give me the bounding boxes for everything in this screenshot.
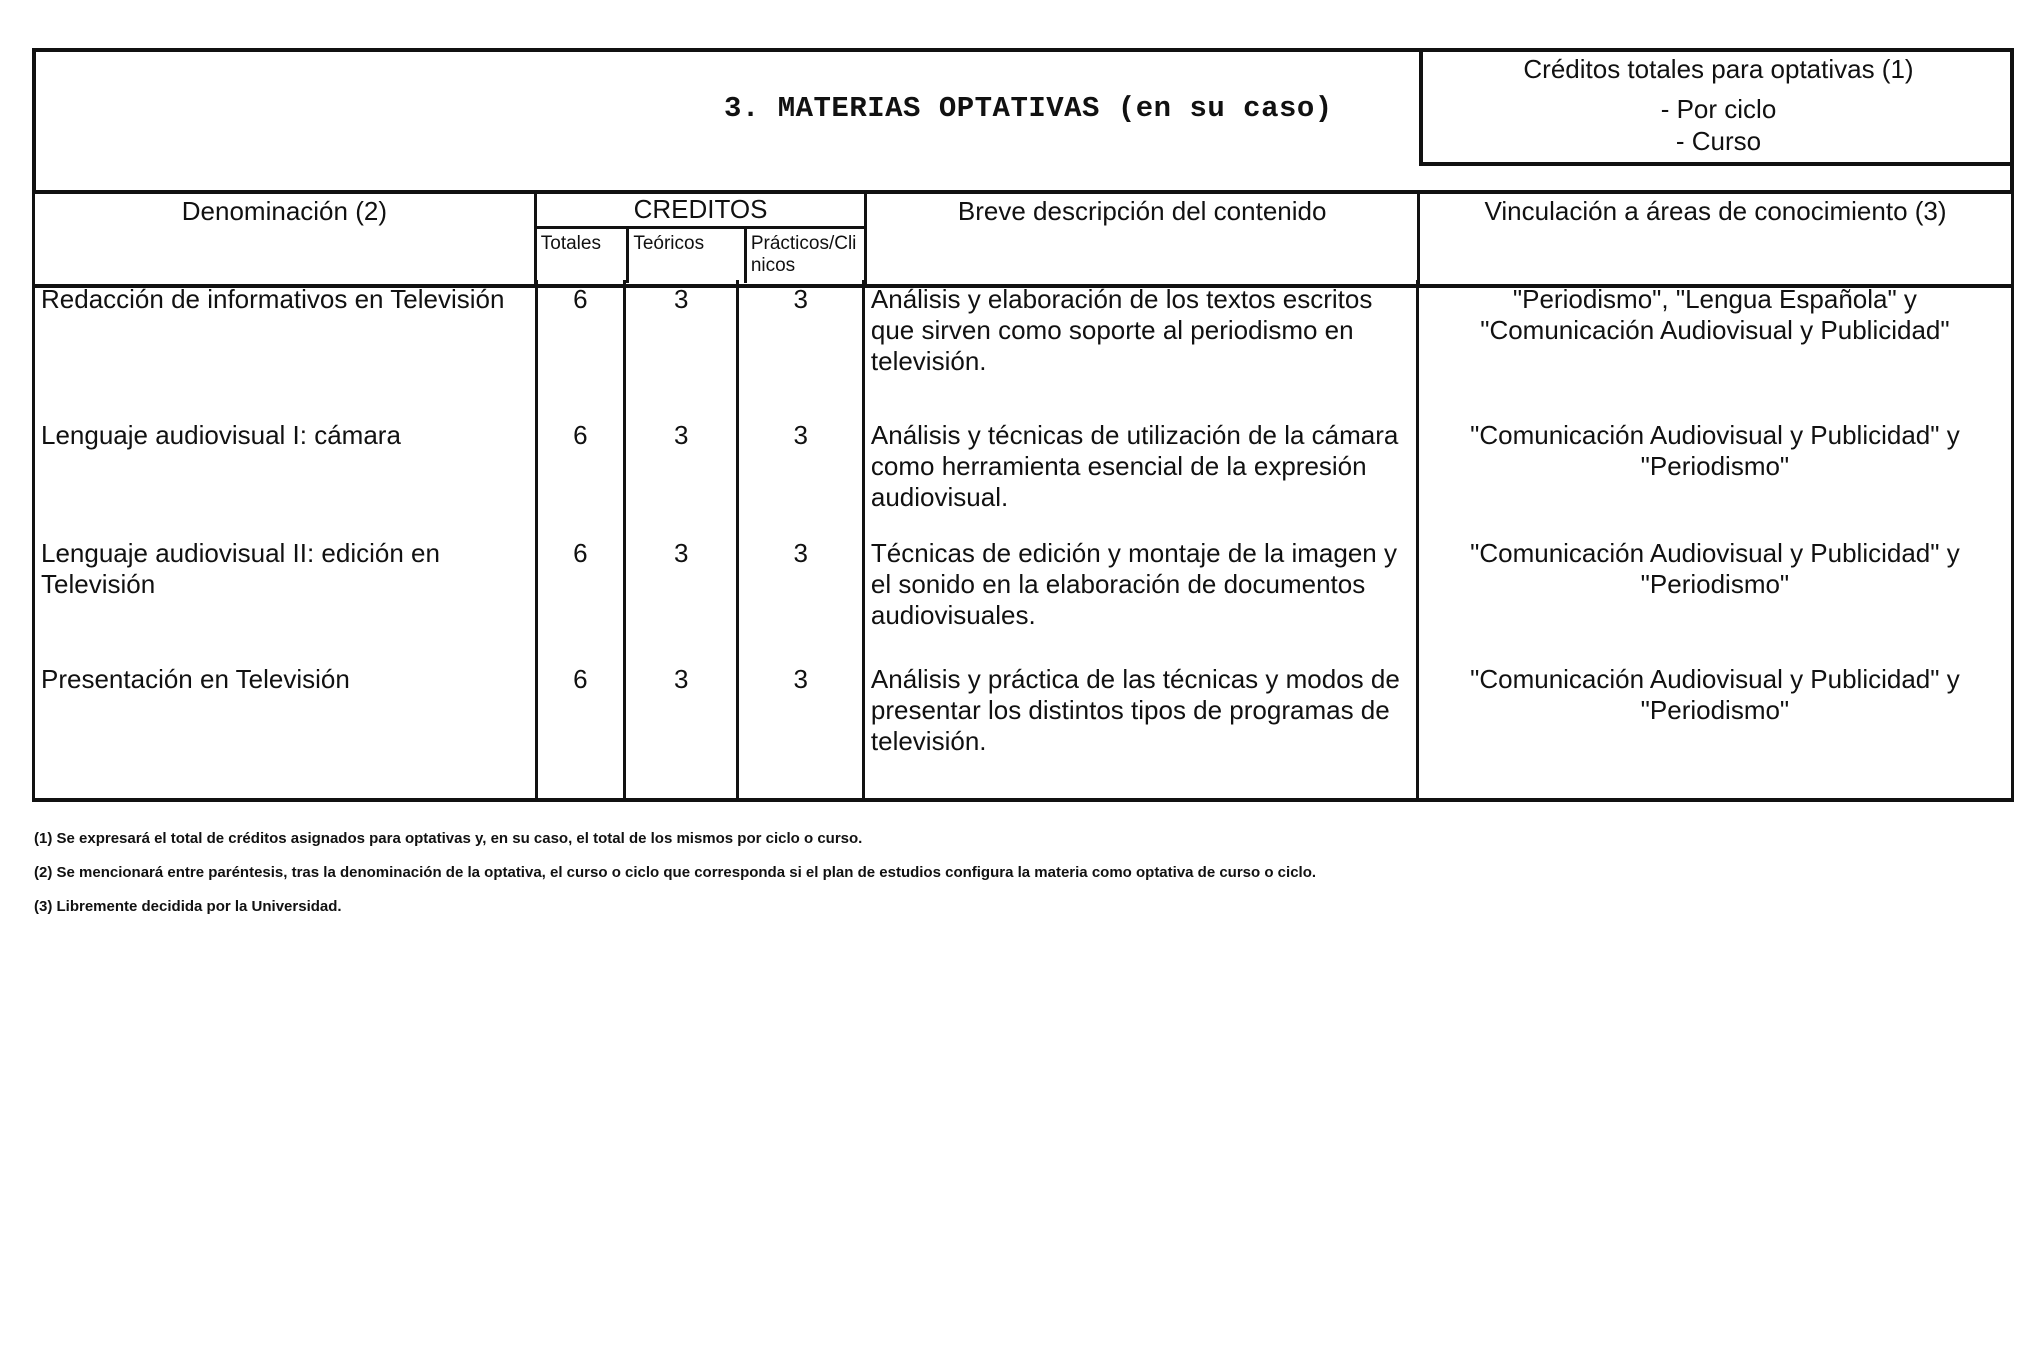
credits-practicos: 3 [738, 280, 863, 416]
footnotes [34, 822, 1316, 924]
subject-description: Análisis y elaboración de los textos escritos que sirven como soporte al periodismo en televisión. [863, 280, 1417, 416]
credits-practicos: 3 [738, 416, 863, 534]
credits-teoricos: 3 [625, 416, 738, 534]
credits-teoricos: 3 [625, 280, 738, 416]
footnote-3: (3) Libremente decidida por la Universidad. [34, 898, 342, 915]
subject-name: Lenguaje audiovisual II: edición en Televisión [34, 534, 537, 660]
credits-practicos: 3 [738, 534, 863, 660]
col-creditos-header [535, 192, 866, 286]
footnote-2: (2) Se mencionará entre paréntesis, tras la denominación de la optativa, el curso o ciclo que corresponda si el plan de estudios configura la materia como optativa de curso o ciclo. [34, 864, 1317, 881]
subject-areas: "Comunicación Audiovisual y Publicidad" y "Periodismo" [1417, 660, 2012, 800]
credits-teoricos: 3 [625, 660, 738, 800]
subject-areas: "Periodismo", "Lengua Española" y "Comunicación Audiovisual y Publicidad" [1417, 280, 2012, 416]
credits-totales: 6 [536, 416, 624, 534]
optativas-sheet [32, 48, 2012, 814]
total-credits-box [1419, 52, 2014, 166]
credits-totales: 6 [536, 534, 624, 660]
subject-areas: "Comunicación Audiovisual y Publicidad" y "Periodismo" [1417, 534, 2012, 660]
table-row [34, 416, 2013, 534]
table-row [34, 534, 2013, 660]
subjects-table [32, 190, 2014, 288]
credits-course: - Curso [1675, 126, 1762, 156]
subject-name: Redacción de informativos en Televisión [34, 280, 537, 416]
credits-teoricos: 3 [625, 534, 738, 660]
col-denominacion-header: Denominación (2) [34, 192, 536, 286]
section-title: 3. MATERIAS OPTATIVAS (en su caso) [724, 92, 1333, 125]
table-row [34, 280, 2013, 416]
subject-description: Análisis y técnicas de utilización de la cámara como herramienta esencial de la expresión audiovisual. [863, 416, 1417, 534]
table-row [34, 660, 2013, 800]
subject-description: Análisis y práctica de las técnicas y modos de presentar los distintos tipos de programas de televisión. [863, 660, 1417, 800]
col-teoricos-header: Teóricos [629, 229, 746, 283]
subject-areas: "Comunicación Audiovisual y Publicidad" y "Periodismo" [1417, 416, 2012, 534]
table-header-row [34, 192, 2013, 286]
credits-per-cycle: - Por ciclo [1660, 94, 1777, 124]
credits-title: Créditos totales para optativas (1) [1523, 54, 1914, 84]
credits-totales: 6 [536, 280, 624, 416]
subject-name: Presentación en Televisión [34, 660, 537, 800]
credits-practicos: 3 [738, 660, 863, 800]
subject-description: Técnicas de edición y montaje de la imagen y el sonido en la elaboración de documentos audiovisuales. [863, 534, 1417, 660]
col-vinculacion-header: Vinculación a áreas de conocimiento (3) [1419, 192, 2013, 286]
creditos-label: CREDITOS [537, 194, 865, 229]
credits-totales: 6 [536, 660, 624, 800]
subjects-body [32, 280, 2014, 802]
col-totales-header: Totales [537, 229, 630, 283]
subject-name: Lenguaje audiovisual I: cámara [34, 416, 537, 534]
col-descripcion-header: Breve descripción del contenido [866, 192, 1419, 286]
col-practicos-header: Prácticos/Clinicos [750, 233, 857, 276]
header-block [32, 48, 2014, 194]
footnote-1: (1) Se expresará el total de créditos asignados para optativas y, en su caso, el total de los mismos por ciclo o curso. [34, 830, 863, 847]
